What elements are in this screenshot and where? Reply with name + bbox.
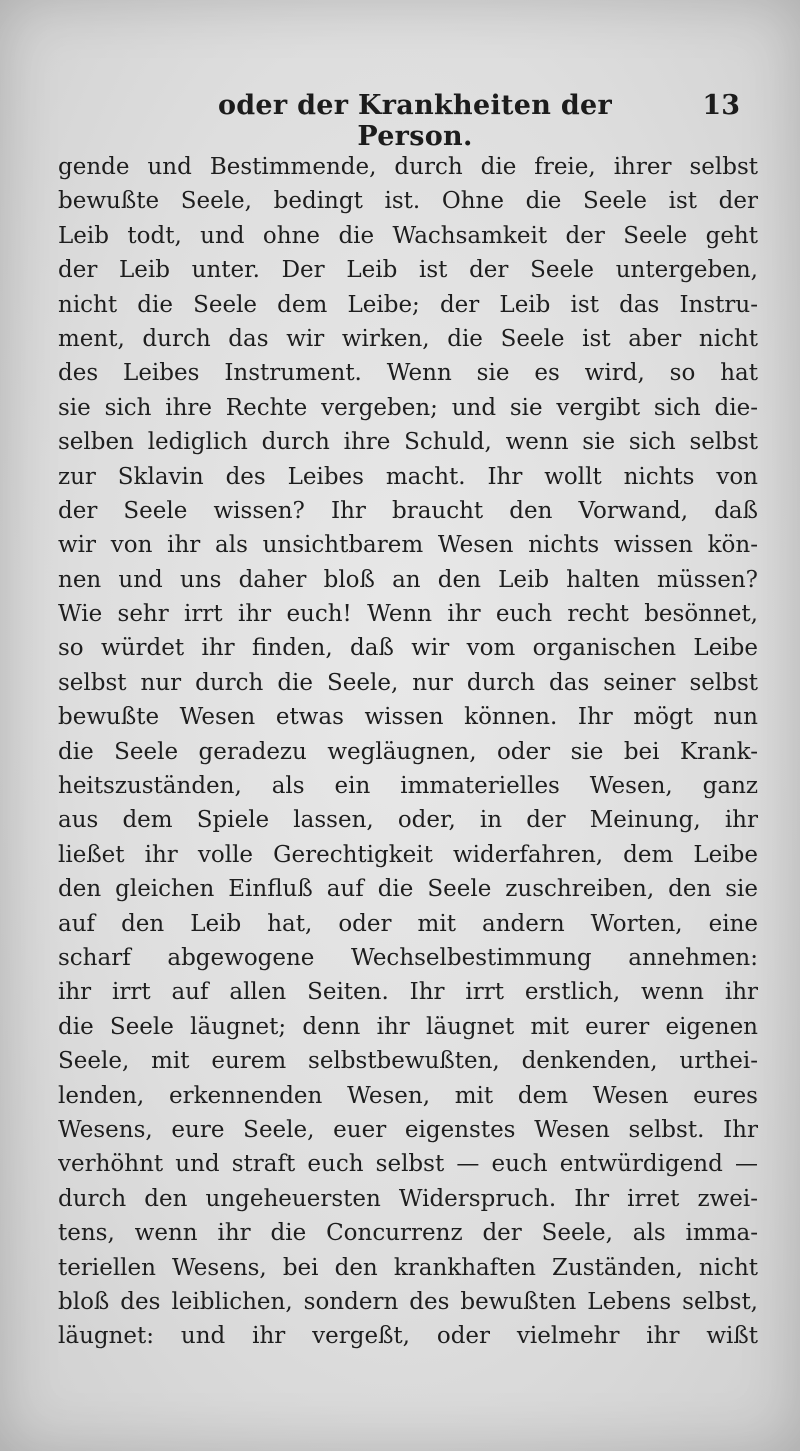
- text-line: nen und uns daher bloß an den Leib halten müssen?: [58, 566, 758, 593]
- body-text: [58, 150, 758, 1354]
- text-line: selben lediglich durch ihre Schuld, wenn sie sich selbst: [58, 429, 758, 456]
- text-line: durch den ungeheuersten Widerspruch. Ihr irret zwei-: [58, 1185, 758, 1212]
- page-number: 13: [702, 90, 740, 121]
- text-line: Leib todt, und ohne die Wachsamkeit der Seele geht: [58, 222, 758, 249]
- text-line: ließet ihr volle Gerechtigkeit widerfahren, dem Leibe: [58, 841, 758, 868]
- text-line: zur Sklavin des Leibes macht. Ihr wollt nichts von: [58, 463, 758, 490]
- text-line: der Seele wissen? Ihr braucht den Vorwand, daß: [58, 497, 758, 524]
- text-line: tens, wenn ihr die Concurrenz der Seele, als imma-: [58, 1220, 758, 1247]
- text-line: nicht die Seele dem Leibe; der Leib ist das Instru-: [58, 291, 758, 318]
- text-line: Wie sehr irrt ihr euch! Wenn ihr euch recht besönnet,: [58, 601, 758, 628]
- text-line: ment, durch das wir wirken, die Seele ist aber nicht: [58, 325, 758, 352]
- text-line: aus dem Spiele lassen, oder, in der Meinung, ihr: [58, 807, 758, 834]
- text-line: lenden, erkennenden Wesen, mit dem Wesen eures: [58, 1082, 758, 1109]
- text-line: scharf abgewogene Wechselbestimmung annehmen:: [58, 944, 758, 971]
- page-header: [60, 90, 750, 152]
- text-line: die Seele läugnet; denn ihr läugnet mit eurer eigenen: [58, 1013, 758, 1040]
- text-line: auf den Leib hat, oder mit andern Worten, eine: [58, 910, 758, 937]
- text-line: so würdet ihr finden, daß wir vom organischen Leibe: [58, 635, 758, 662]
- text-line: bloß des leiblichen, sondern des bewußten Lebens selbst,: [58, 1288, 758, 1315]
- text-line: Seele, mit eurem selbstbewußten, denkenden, urthei-: [58, 1048, 758, 1075]
- text-line: sie sich ihre Rechte vergeben; und sie vergibt sich die-: [58, 394, 758, 421]
- text-line: teriellen Wesens, bei den krankhaften Zuständen, nicht: [58, 1254, 758, 1281]
- text-line: ihr irrt auf allen Seiten. Ihr irrt erstlich, wenn ihr: [58, 979, 758, 1006]
- text-line: wir von ihr als unsichtbarem Wesen nichts wissen kön-: [58, 532, 758, 559]
- text-line: Wesens, eure Seele, euer eigenstes Wesen selbst. Ihr: [58, 1116, 758, 1143]
- text-line: bewußte Seele, bedingt ist. Ohne die Seele ist der: [58, 188, 758, 215]
- text-line: der Leib unter. Der Leib ist der Seele untergeben,: [58, 257, 758, 284]
- text-line: läugnet: und ihr vergeßt, oder vielmehr ihr wißt: [58, 1323, 758, 1350]
- text-line: heitszuständen, als ein immaterielles Wesen, ganz: [58, 773, 758, 800]
- text-line: verhöhnt und straft euch selbst — euch entwürdigend —: [58, 1151, 758, 1178]
- text-line: gende und Bestimmende, durch die freie, ihrer selbst: [58, 154, 758, 180]
- text-line: selbst nur durch die Seele, nur durch das seiner selbst: [58, 669, 758, 696]
- text-line: bewußte Wesen etwas wissen können. Ihr mögt nun: [58, 704, 758, 731]
- running-title: oder der Krankheiten der Person.: [217, 90, 613, 152]
- text-line: die Seele geradezu wegläugnen, oder sie bei Krank-: [58, 738, 758, 765]
- text-line: den gleichen Einfluß auf die Seele zuschreiben, den sie: [58, 876, 758, 903]
- text-line: des Leibes Instrument. Wenn sie es wird, so hat: [58, 360, 758, 387]
